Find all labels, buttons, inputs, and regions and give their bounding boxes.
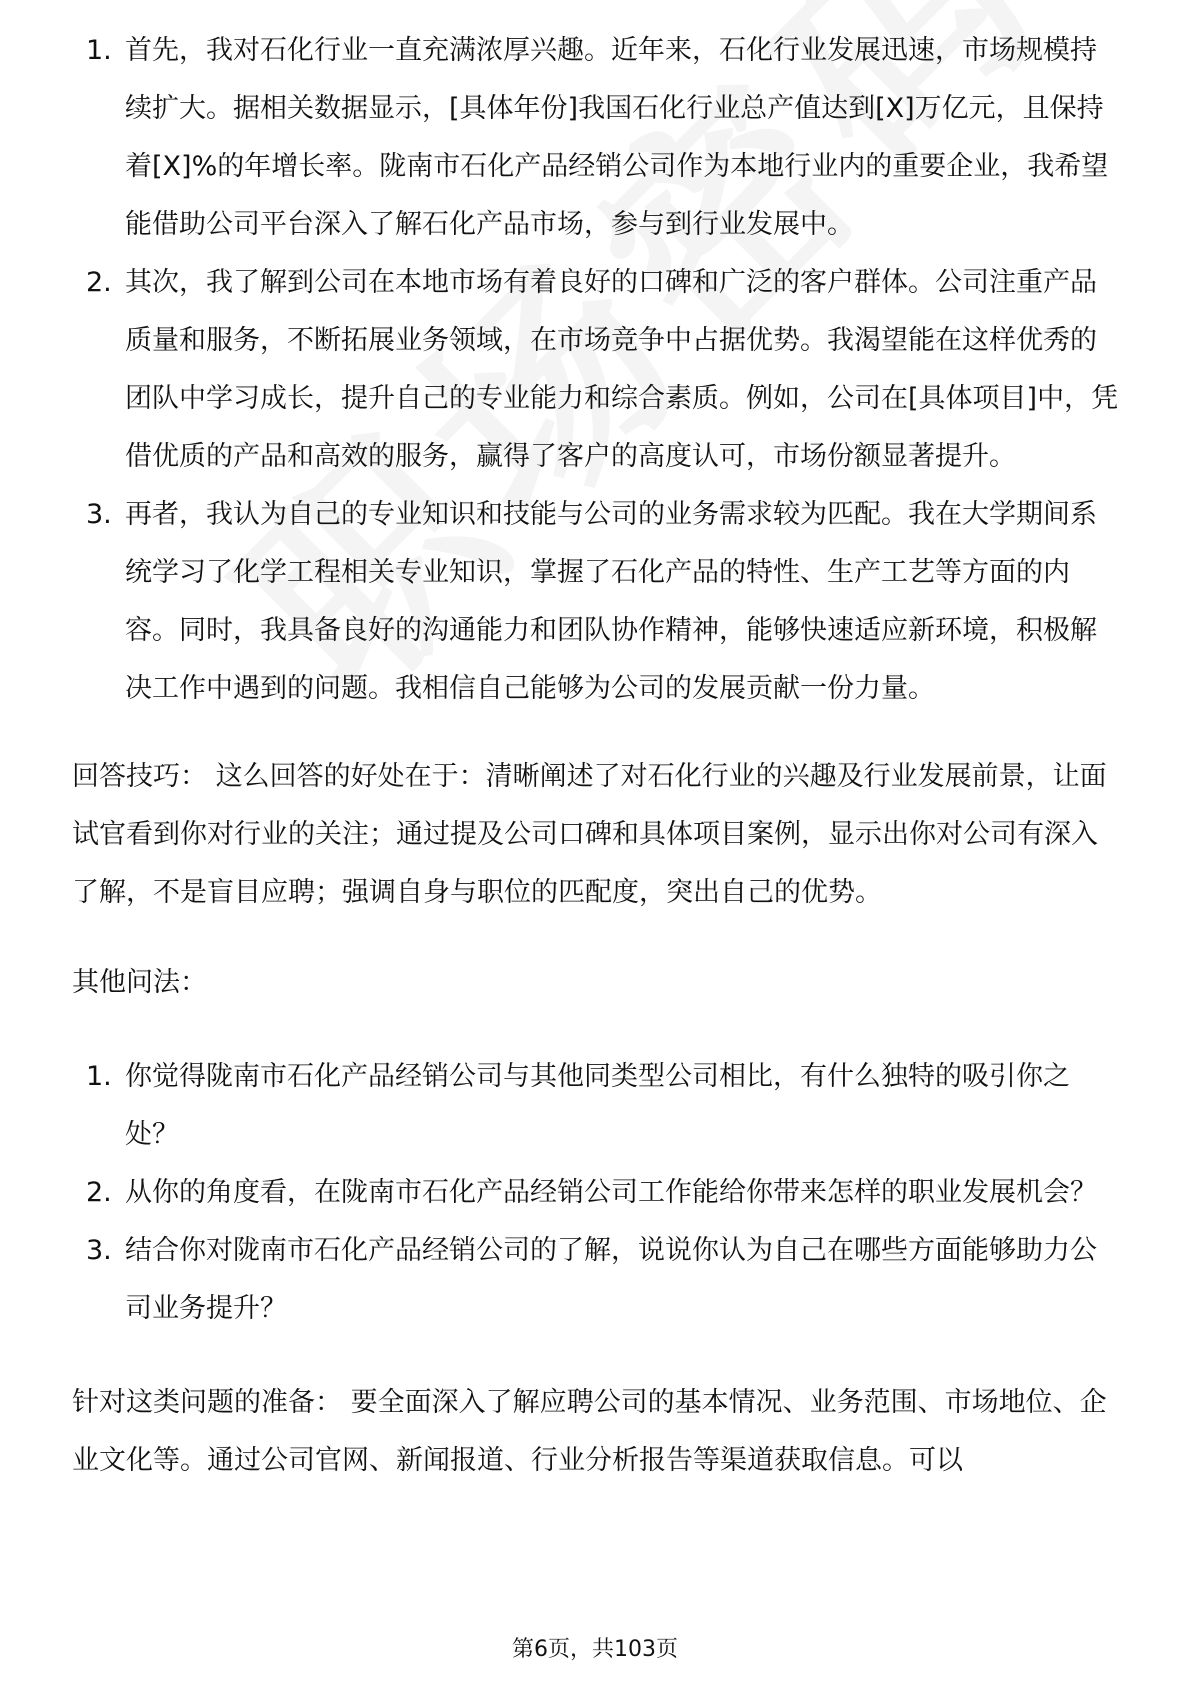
preparation-label: 针对这类问题的准备： bbox=[72, 1387, 342, 1418]
list-item bbox=[72, 1164, 1122, 1222]
list-number: 1. bbox=[86, 35, 112, 66]
list-text: 首先，我对石化行业一直充满浓厚兴趣。近年来，石化行业发展迅速，市场规模持续扩大。据相关数据显示，[具体年份]我国石化行业总产值达到[X]万亿元，且保持着[X]%的年增长率。陇南市石化产品经销公司作为本地行业内的重要企业，我希望能借助公司平台深入了解石化产品市场，参与到行业发展中。 bbox=[125, 35, 1109, 240]
list-item bbox=[72, 254, 1122, 486]
list-number: 3. bbox=[86, 1235, 112, 1266]
preparation-text: 要全面深入了解应聘公司的基本情况、业务范围、市场地位、企业文化等。通过公司官网、新闻报道、行业分析报告等渠道获取信息。可以 bbox=[72, 1387, 1107, 1476]
document-content bbox=[72, 22, 1122, 1490]
answer-tips-label: 回答技巧： bbox=[72, 761, 207, 792]
other-questions-list bbox=[72, 1048, 1122, 1338]
list-number: 2. bbox=[86, 1177, 112, 1208]
other-questions-heading: 其他问法： bbox=[72, 967, 207, 998]
list-item bbox=[72, 22, 1122, 254]
list-number: 3. bbox=[86, 499, 112, 530]
page-footer: 第6页，共103页 bbox=[512, 1637, 678, 1662]
list-text: 其次，我了解到公司在本地市场有着良好的口碑和广泛的客户群体。公司注重产品质量和服务，不断拓展业务领域，在市场竞争中占据优势。我渴望能在这样优秀的团队中学习成长，提升自己的专业能力和综合素质。例如，公司在[具体项目]中，凭借优质的产品和高效的服务，赢得了客户的高度认可，市场份额显著提升。 bbox=[125, 267, 1119, 472]
list-text: 你觉得陇南市石化产品经销公司与其他同类型公司相比，有什么独特的吸引你之处？ bbox=[125, 1061, 1070, 1150]
list-text: 再者，我认为自己的专业知识和技能与公司的业务需求较为匹配。我在大学期间系统学习了化学工程相关专业知识，掌握了石化产品的特性、生产工艺等方面的内容。同时，我具备良好的沟通能力和团队协作精神，能够快速适应新环境，积极解决工作中遇到的问题。我相信自己能够为公司的发展贡献一份力量。 bbox=[125, 499, 1097, 704]
reasons-list bbox=[72, 22, 1122, 718]
list-text: 从你的角度看，在陇南市石化产品经销公司工作能给你带来怎样的职业发展机会？ bbox=[125, 1177, 1097, 1208]
answer-tips-paragraph bbox=[72, 748, 1122, 922]
list-number: 2. bbox=[86, 267, 112, 298]
preparation-paragraph bbox=[72, 1374, 1122, 1490]
list-number: 1. bbox=[86, 1061, 112, 1092]
list-text: 结合你对陇南市石化产品经销公司的了解，说说你认为自己在哪些方面能够助力公司业务提升？ bbox=[125, 1235, 1097, 1324]
answer-tips-text: 这么回答的好处在于：清晰阐述了对石化行业的兴趣及行业发展前景，让面试官看到你对行业的关注；通过提及公司口碑和具体项目案例，显示出你对公司有深入了解，不是盲目应聘；强调自身与职位的匹配度，突出自己的优势。 bbox=[72, 761, 1107, 908]
list-item bbox=[72, 1048, 1122, 1164]
list-item bbox=[72, 486, 1122, 718]
list-item bbox=[72, 1222, 1122, 1338]
